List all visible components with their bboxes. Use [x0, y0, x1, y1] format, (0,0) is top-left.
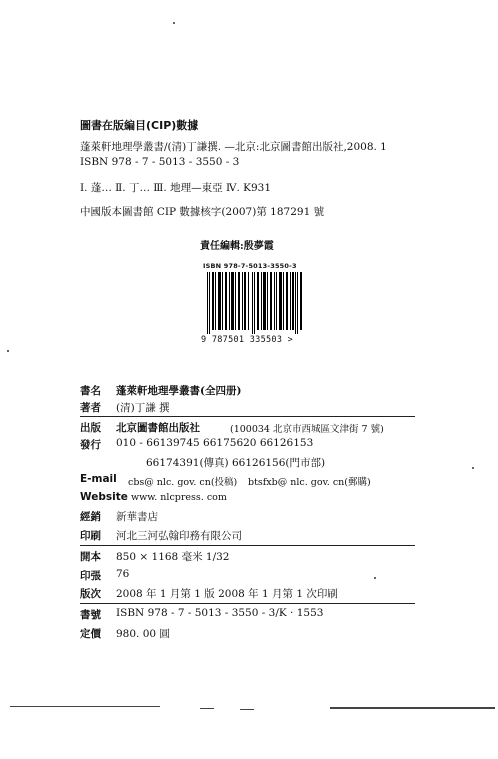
barcode-top-text: ISBN 978-7-5013-3550-3 — [203, 262, 297, 270]
cip-title: 圖書在版編目(CIP)數據 — [80, 119, 199, 132]
email-mail-order[interactable]: btsfxb@ nlc. gov. cn(郵購) — [248, 477, 371, 488]
barcode-bars — [207, 272, 303, 334]
scan-edge-line — [330, 707, 495, 709]
email-submissions[interactable]: cbs@ nlc. gov. cn(投稿) — [128, 477, 238, 488]
isbn-value: ISBN 978 - 7 - 5013 - 3550 - 3/K · 1553 — [116, 607, 324, 619]
scan-edge-line — [240, 709, 254, 710]
cip-line-1: 蓬萊軒地理學叢書/(清)丁謙撰. —北京:北京圖書館出版社,2008. 1 — [80, 141, 387, 153]
cip-line-4: 中國版本圖書館 CIP 數據核字(2007)第 187291 號 — [80, 206, 325, 218]
sheets-value: 76 — [116, 568, 130, 580]
distribution-phones-2: 66174391(傳真) 66126156(門市部) — [146, 457, 326, 469]
scan-speck — [7, 350, 9, 352]
book-title-label: 書名 — [80, 385, 101, 397]
author-label: 著者 — [80, 402, 101, 414]
edition-value: 2008 年 1 月第 1 版 2008 年 1 月第 1 次印刷 — [116, 588, 338, 600]
cip-line-2: ISBN 978 - 7 - 5013 - 3550 - 3 — [80, 156, 240, 168]
distribution-label: 發行 — [80, 439, 101, 451]
website-link[interactable]: www. nlcpress. com — [131, 492, 227, 503]
divider-line — [80, 603, 415, 604]
scan-edge-line — [200, 708, 214, 709]
publisher-address: (100034 北京市西城區文津街 7 號) — [230, 424, 384, 435]
publisher-label: 出版 — [80, 422, 101, 434]
publisher-value: 北京圖書館出版社 — [116, 422, 200, 434]
isbn-label: 書號 — [80, 609, 101, 621]
edition-label: 版次 — [80, 588, 101, 600]
divider-line — [80, 545, 415, 546]
barcode-bottom-text: 9 787501 335503 > — [201, 335, 294, 345]
website-label: Website — [80, 491, 128, 503]
sheets-label: 印張 — [80, 570, 101, 582]
scan-speck — [472, 467, 474, 469]
seller-label: 經銷 — [80, 511, 101, 523]
format-value: 850 × 1168 毫米 1/32 — [116, 551, 230, 563]
cip-line-3: Ⅰ. 蓬… Ⅱ. 丁… Ⅲ. 地理—東亞 Ⅳ. K931 — [80, 182, 271, 194]
seller-value: 新華書店 — [116, 511, 158, 523]
scan-edge-line — [10, 706, 160, 707]
printer-value: 河北三河弘翰印務有限公司 — [116, 530, 242, 542]
price-value: 980. 00 圓 — [116, 628, 170, 640]
format-label: 開本 — [80, 551, 101, 563]
author-value: (清)丁謙 撰 — [116, 402, 170, 414]
responsible-editor: 責任編輯:殷夢霞 — [200, 241, 274, 252]
scan-speck — [173, 22, 175, 24]
email-label: E-mail — [80, 473, 117, 485]
distribution-phones-1: 010 - 66139745 66175620 66126153 — [116, 437, 314, 449]
printer-label: 印刷 — [80, 530, 101, 542]
divider-line — [80, 416, 415, 417]
book-title-value: 蓬萊軒地理學叢書(全四册) — [116, 385, 242, 397]
price-label: 定價 — [80, 628, 101, 640]
scan-speck — [374, 577, 376, 579]
isbn-barcode — [201, 262, 308, 346]
